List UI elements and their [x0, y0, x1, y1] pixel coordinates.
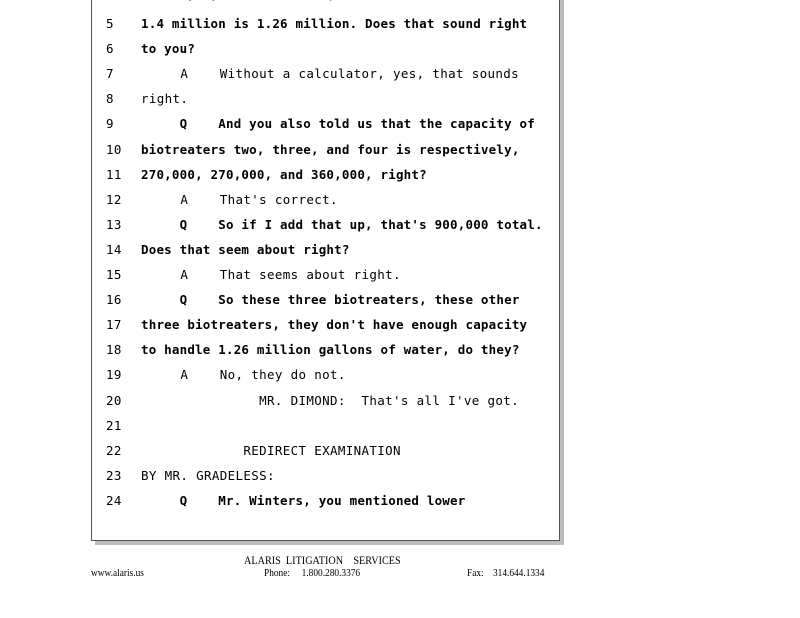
- line-number: 17: [106, 317, 122, 333]
- footer-company: ALARIS LITIGATION SERVICES: [244, 553, 401, 567]
- line-number: 16: [106, 292, 122, 308]
- transcript-line: [92, 265, 559, 285]
- line-text: three biotreaters, they don't have enough capacity: [141, 317, 528, 333]
- line-number: 18: [106, 342, 122, 358]
- line-number: 13: [106, 216, 122, 232]
- transcript-line: [92, 165, 559, 185]
- line-text: to you?: [141, 41, 196, 57]
- transcript-line: [92, 215, 559, 235]
- line-number: 19: [106, 367, 122, 383]
- transcript-line: [92, 14, 559, 34]
- transcript-line: [92, 64, 559, 84]
- line-number: 15: [106, 267, 122, 282]
- line-number: 24: [106, 492, 122, 508]
- line-text: biotreaters two, three, and four is respectively,: [141, 141, 520, 157]
- footer-phone: Phone: 1.800.280.3376: [264, 567, 361, 579]
- transcript-line: [92, 140, 559, 160]
- line-text: 270,000, 270,000, and 360,000, right?: [141, 166, 427, 182]
- transcript-line: [92, 340, 559, 360]
- line-number: 10: [106, 141, 122, 157]
- line-text: to handle 1.26 million gallons of water, do they?: [141, 342, 520, 358]
- line-number: 12: [106, 191, 122, 207]
- line-text: A That's correct.: [141, 191, 338, 207]
- line-number: 21: [106, 417, 122, 433]
- line-number: 5: [106, 16, 114, 31]
- transcript-line: [92, 290, 559, 310]
- line-text: Q And you also told us that the capacity of: [141, 116, 536, 132]
- line-text: Q So if I add that up, that's 900,000 total.: [141, 216, 543, 232]
- line-number: 7: [106, 66, 114, 82]
- transcript-line: [92, 416, 559, 436]
- line-text: BY MR. GRADELESS:: [141, 467, 275, 483]
- line-text: Does that seem about right?: [141, 241, 350, 257]
- line-number: 20: [106, 392, 122, 408]
- footer-fax: Fax: 314.644.1334: [467, 567, 545, 579]
- line-text: A Without a calculator, yes, that sounds: [141, 66, 520, 82]
- transcript-line: [92, 365, 559, 385]
- line-number: 23: [106, 467, 122, 483]
- line-number: 6: [106, 41, 114, 57]
- line-text: A That seems about right.: [141, 267, 401, 282]
- partial-cut-line: [141, 0, 399, 1]
- line-text: Q Mr. Winters, you mentioned lower: [141, 492, 466, 508]
- transcript-line: [92, 240, 559, 260]
- line-text: A No, they do not.: [141, 367, 346, 383]
- transcript-line: [92, 89, 559, 109]
- transcript-line: [92, 491, 559, 511]
- line-number: 22: [106, 442, 122, 458]
- line-number: 8: [106, 91, 114, 107]
- line-number: 9: [106, 116, 114, 132]
- transcript-line: [92, 441, 559, 461]
- line-text: 1.4 million is 1.26 million. Does that sound right: [141, 16, 528, 31]
- transcript-line: [92, 39, 559, 59]
- transcript-line: [92, 190, 559, 210]
- line-number: 14: [106, 241, 122, 257]
- transcript-line: [92, 114, 559, 134]
- transcript-page: [91, 0, 560, 541]
- line-text: MR. DIMOND: That's all I've got.: [141, 392, 520, 408]
- transcript-line: [92, 315, 559, 335]
- transcript-line: [92, 466, 559, 486]
- line-text: REDIRECT EXAMINATION: [141, 442, 401, 458]
- line-text: right.: [141, 91, 189, 107]
- line-text: Q So these three biotreaters, these other: [141, 292, 520, 308]
- line-number: 11: [106, 166, 122, 182]
- transcript-line: [92, 391, 559, 411]
- footer-website[interactable]: www.alaris.us: [91, 567, 144, 579]
